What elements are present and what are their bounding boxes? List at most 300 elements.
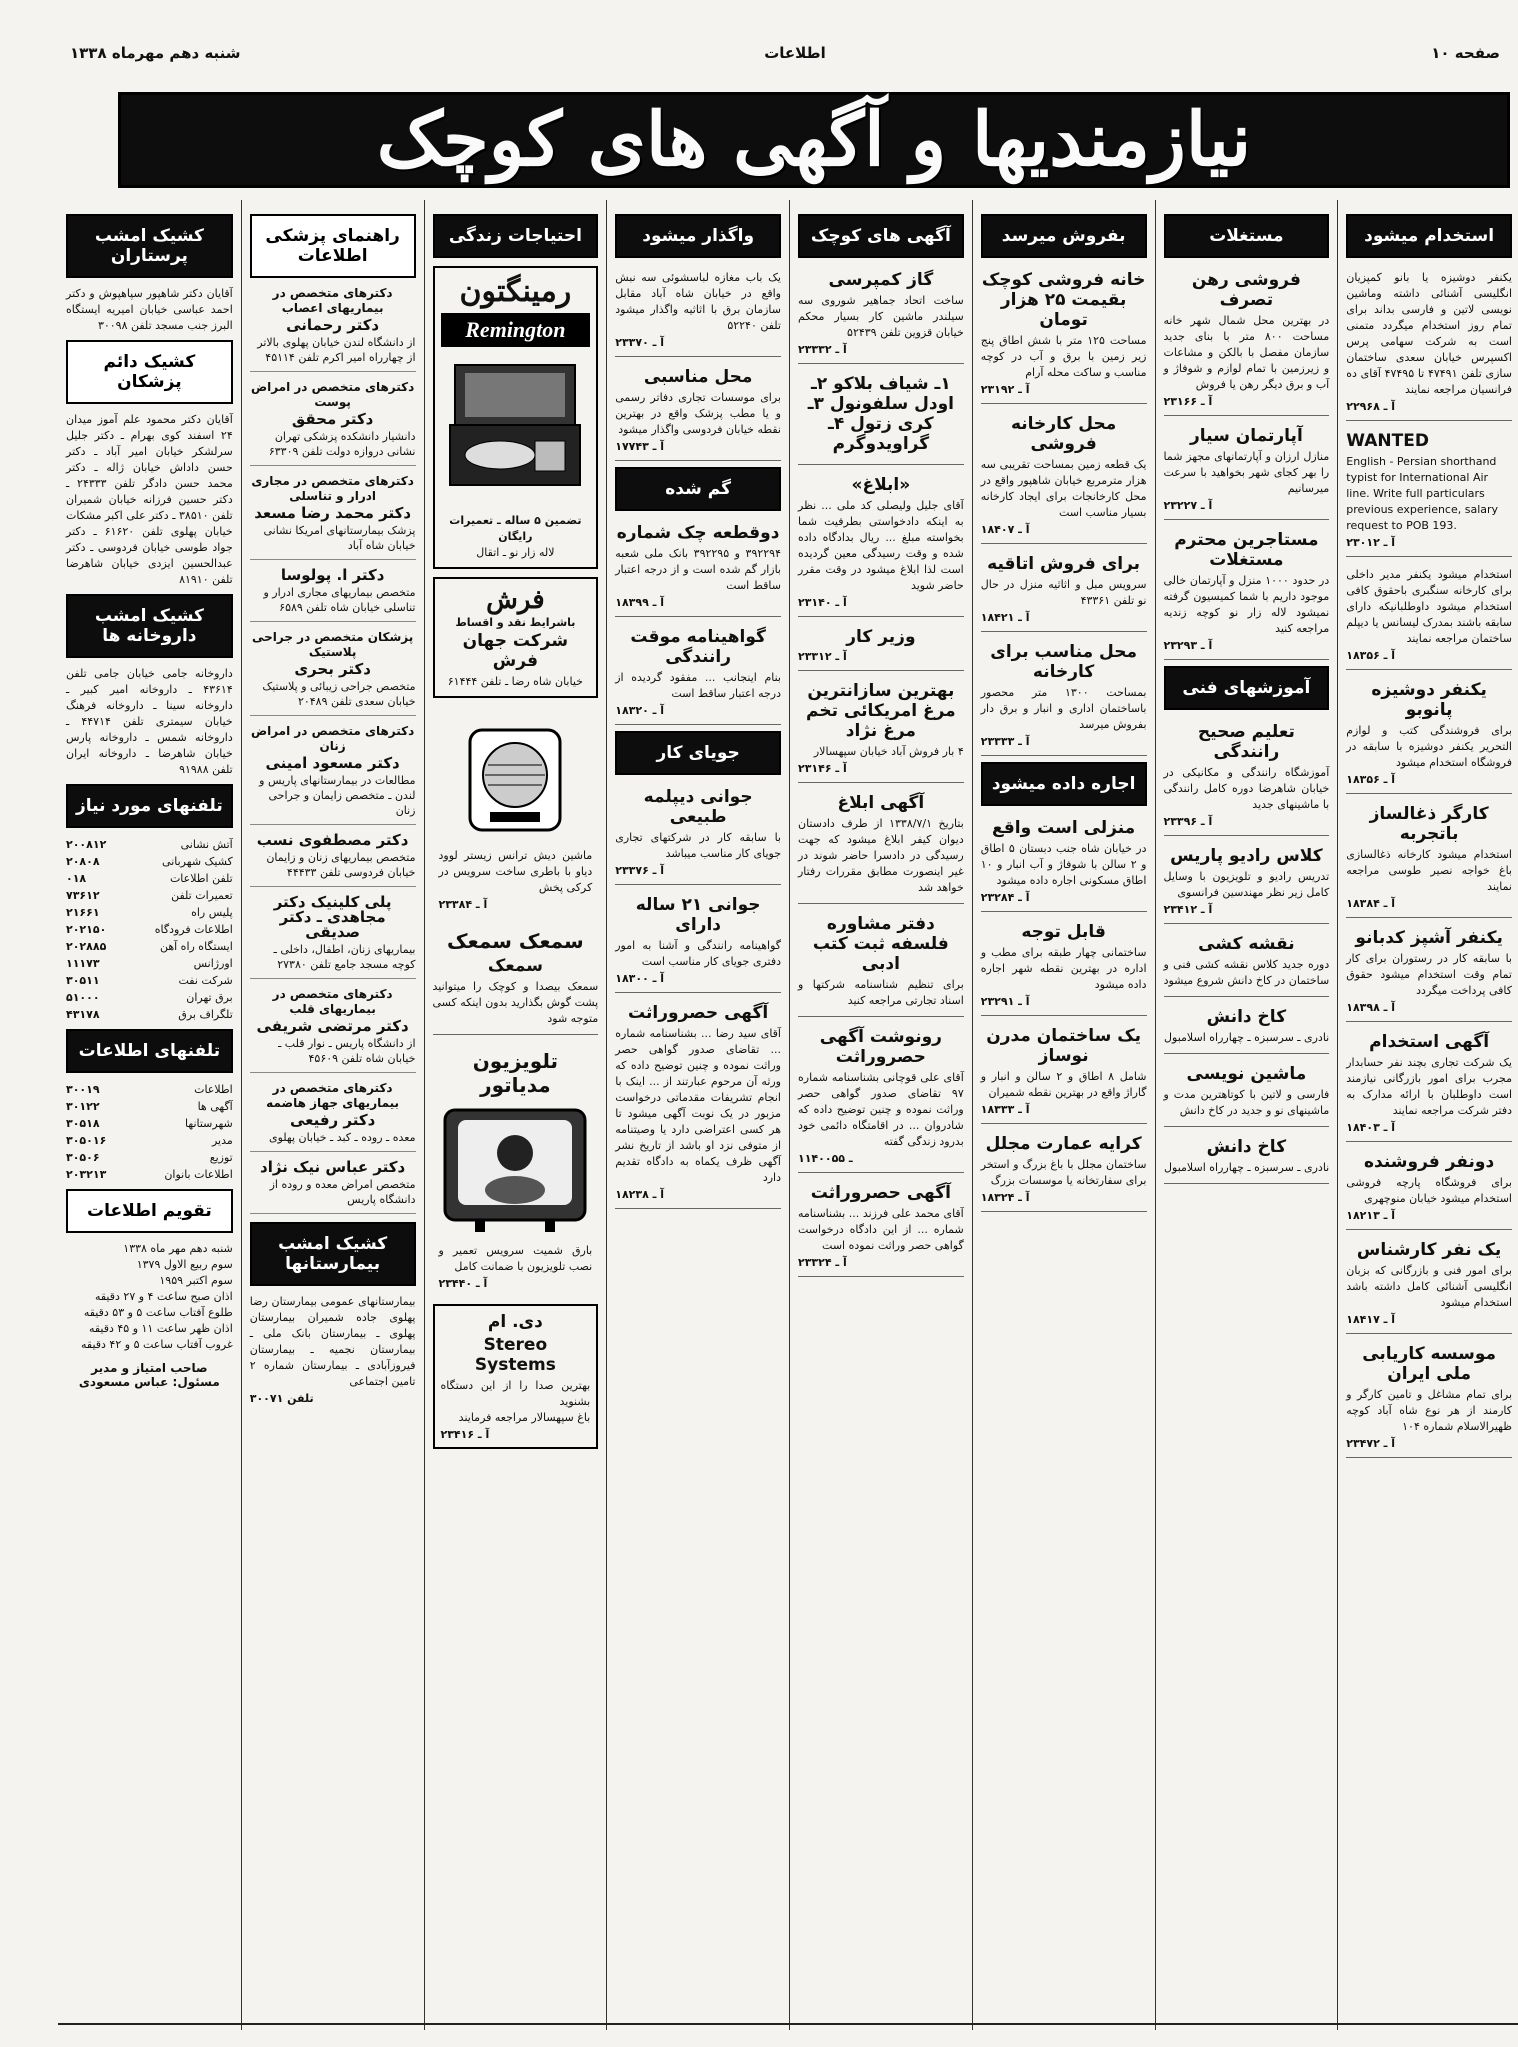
classified-ad <box>615 519 781 617</box>
phone-row <box>66 989 233 1006</box>
ad-reference-number: آ ـ ۲۳۲۸۴ <box>980 891 1030 904</box>
classified-ad <box>1164 526 1330 660</box>
ad-reference-number: آ ـ ۱۸۳۲۰ <box>615 704 665 717</box>
ad-title: یک نفر کارشناس <box>1356 1240 1502 1260</box>
phone-number: ۲۰۲۸۸۵ <box>66 940 107 953</box>
ad-title: محل کارخانه فروشی <box>1010 414 1117 454</box>
classified-ad <box>981 814 1147 912</box>
section-header-medical-guide: راهنمای پزشکی اطلاعات <box>250 214 416 278</box>
ad-title: دونفر فروشنده <box>1364 1152 1495 1172</box>
doctor-listing <box>250 1160 416 1214</box>
ad-title: گاز کمپرسی <box>828 270 934 290</box>
radio-ad <box>433 706 599 917</box>
television-illustration <box>440 1105 590 1235</box>
phone-label: کشیک شهربانی <box>162 855 233 868</box>
classified-ad <box>981 266 1147 404</box>
carpet-address: خیابان شاه رضا ـ تلفن ۶۱۴۴۴ <box>447 675 583 688</box>
ad-title: تعلیم صحیح رانندگی <box>1197 722 1295 762</box>
ad-body: یک باب مغازه لباسشوئی سه نبش واقع در خیابان شاه آباد مقابل سازمان برق با اثاثیه واگذار میشود تلفن ۵۲۲۴۰ <box>615 271 781 332</box>
ad-reference-number: آ ـ ۱۸۲۳۸ <box>615 1188 665 1201</box>
ad-title: ماشین نویسی <box>1186 1064 1307 1084</box>
ad-reference-number: آ ـ ۲۳۲۹۳ <box>1163 639 1213 652</box>
calendar-line: سوم اکتبر ۱۹۵۹ <box>159 1274 233 1287</box>
radio-tel: آ ـ ۲۳۳۸۴ <box>438 898 488 911</box>
doctor-details: متخصص بیماریهای زنان و زایمان خیابان فردوسی تلفن ۴۴۴۳۳ <box>266 851 416 879</box>
page-bottom-rule <box>58 2023 1518 2025</box>
ad-reference-number: آ ـ ۱۸۳۰۰ <box>615 972 665 985</box>
ad-reference-number: آ ـ ۱۸۳۵۶ <box>1346 649 1396 662</box>
classified-ad <box>798 623 964 671</box>
ad-body: سرویس مبل و اثاثیه منزل در حال نو تلفن ۴۳۳۶۱ <box>980 578 1147 607</box>
classified-ad <box>1346 1028 1512 1142</box>
doctor-name: دکتر ا. پولوسا <box>280 566 385 584</box>
ad-title: کلاس رادیو پاریس <box>1170 846 1323 866</box>
ad-body: یک قطعه زمین بمساحت تقریبی سه هزار مترمربع خیابان شاهپور واقع در محل کارخانجات برای ایجاد کارخانه بسیار مناسب است <box>980 458 1147 519</box>
doctor-details: پزشک بیمارستانهای امریکا نشانی خیابان شاه آباد <box>263 524 416 552</box>
classified-ad <box>1164 1003 1330 1054</box>
stereo-brand: دی. ام <box>487 1312 543 1332</box>
phone-label: آگهی ها <box>197 1100 233 1113</box>
ad-title: گواهینامه موقت رانندگی <box>630 627 766 667</box>
section-header-calendar: تقویم اطلاعات <box>66 1189 233 1233</box>
section-header-nurses: کشیک امشب پرستاران <box>66 214 233 278</box>
section-header-training: آموزشهای فنی <box>1164 666 1330 710</box>
ad-body: در حدود ۱۰۰۰ منزل و آپارتمان خالی موجود داریم با شما کمیسیون گرفته نمیشود لاله زار نو کوچه زندیه مراجعه کنید <box>1163 574 1330 635</box>
phone-label: ایستگاه راه آهن <box>159 940 233 953</box>
classified-ad <box>981 638 1147 756</box>
doctor-specialty: دکترهای متخصص در بیماریهای قلب <box>272 987 393 1016</box>
classified-ad <box>1164 422 1330 520</box>
ad-title: آگهی حصروراثت <box>810 1183 951 1203</box>
ad-reference-number: آ ـ ۲۳۳۳۳ <box>980 735 1030 748</box>
tv-title: تلویزیون مدیاتور <box>472 1049 559 1097</box>
ad-title: رونوشت آگهی حصروراثت <box>819 1027 942 1067</box>
doctor-details: دانشیار دانشکده پزشکی تهران نشانی دروازه دولت تلفن ۶۳۳۰۹ <box>268 430 416 458</box>
lost-ads <box>615 519 781 725</box>
hospital-tel: تلفن ۳۰۰۷۱ <box>249 1392 314 1405</box>
ad-reference-number: ۱ـ ۱۴۰۰۵۵ <box>798 1152 853 1165</box>
remington-brand: رمینگتون <box>459 274 572 309</box>
doctor-listing <box>250 833 416 887</box>
section-header-pharmacies: کشیک امشب داروخانه ها <box>66 594 233 658</box>
ad-reference-number: آ ـ ۲۳۳۱۲ <box>798 650 847 663</box>
column-employment <box>1337 200 1518 2030</box>
carpet-terms: باشرایط نقد و اقساط <box>455 616 576 629</box>
ad-title: بهترین سازانترین مرغ امریکائی تخم مرغ نژاد <box>806 681 956 741</box>
ad-reference-number: آ ـ ۲۳۲۲۷ <box>1163 499 1213 512</box>
doctor-name: دکتر مسعود امینی <box>265 754 400 772</box>
ad-body: بتاریخ ۱۳۳۸/۷/۱ از طرف دادستان دیوان کیفر ابلاغ میشود که جهت رسیدگی در دادسرا حاضر شوند در غیر اینصورت مطابق مقررات رفتار خواهد شد <box>798 817 964 894</box>
doctor-specialty: دکترهای متخصص در بیماریهای اعصاب <box>272 286 393 315</box>
ad-title: دوقطعه چک شماره <box>616 523 780 543</box>
classified-ad <box>1346 800 1512 918</box>
ad-body: ۳۹۲۲۹۴ و ۳۹۲۲۹۵ بانک ملی شعبه بازار گم شده است و از درجه اعتبار ساقط است <box>615 547 781 592</box>
ad-title: وزیر کار <box>846 627 916 647</box>
ad-reference-number: آ ـ ۲۳۳۷۶ <box>615 864 665 877</box>
ad-reference-number: آ ـ ۱۸۴۲۱ <box>980 611 1030 624</box>
ad-body: بمساحت ۱۳۰۰ متر محصور باساختمان اداری و انبار و برق دار بفروش میرسد <box>980 686 1147 731</box>
classified-ad <box>615 891 781 993</box>
calendar-line: طلوع آفتاب ساعت ۵ و ۵۳ دقیقه <box>83 1306 233 1319</box>
classified-ad <box>798 1023 964 1173</box>
section-header-doctors: کشیک دائم پزشکان <box>66 340 233 404</box>
ad-body: برای تمام مشاغل و تامین کارگر و کارمند از هر نوع شاه آباد کوچه ظهیرالاسلام شماره ۱۰۴ <box>1346 1388 1512 1433</box>
section-header-for-sale: بفروش میرسد <box>981 214 1147 258</box>
ad-title: محل مناسبی <box>643 367 753 387</box>
doctor-details: از دانشگاه پاریس ـ نوار قلب ـ خیابان شاه تلفن ۴۵۶۰۹ <box>278 1037 416 1065</box>
ad-reference-number: آ ـ ۲۳۱۶۶ <box>1163 395 1213 408</box>
ad-title: WANTED <box>1346 431 1429 451</box>
classifieds-columns <box>58 200 1518 2030</box>
training-ads <box>1164 718 1330 1184</box>
ad-body: استخدام میشود کارخانه ذغالسازی باغ خواجه نصیر طوسی مراجعه نمایند <box>1346 848 1512 893</box>
doctor-specialty: دکترهای متخصص در امراض زنان <box>250 724 415 753</box>
doctor-details: معده ـ روده ـ کبد ـ خیابان پهلوی <box>268 1131 416 1144</box>
phone-row <box>66 1149 233 1166</box>
column-on-call <box>58 200 241 2030</box>
ad-body: آموزشگاه رانندگی و مکانیکی در خیابان شاهرضا دوره کامل رانندگی با ماشینهای جدید <box>1163 766 1330 811</box>
classified-ad <box>1164 1133 1330 1184</box>
doctor-specialty: دکترهای متخصص در امراض پوست <box>250 380 415 409</box>
section-header-life-needs: احتیاجات زندگی <box>433 214 599 258</box>
ad-title: فروشی رهن تصرف <box>1191 270 1301 310</box>
calendar-line: غروب آفتاب ساعت ۵ و ۴۲ دقیقه <box>80 1338 233 1351</box>
doctor-name: دکتر مرتضی شریفی <box>256 1017 409 1035</box>
stereo-body: بهترین صدا را از این دستگاه بشنوید <box>440 1379 591 1408</box>
ad-title: قابل توجه <box>1021 922 1106 942</box>
ad-title: کرایه عمارت مجلل <box>985 1134 1142 1154</box>
ad-body: یک شرکت تجاری بچند نفر حسابدار مجرب برای امور بازرگانی نیازمند است داوطلبان با ارائه مدارک به دفتر شرکت مراجعه نمایند <box>1346 1056 1512 1117</box>
classifieds-banner <box>118 92 1510 188</box>
ad-body: برای فروشگاه پارچه فروشی استخدام میشود خیابان منوچهری <box>1346 1176 1512 1205</box>
carpet-company: شرکت جهان فرش <box>462 631 569 671</box>
column-for-sale <box>972 200 1155 2030</box>
column-small-ads <box>789 200 972 2030</box>
ad-body: یکنفر دوشیزه یا بانو کمپزیان انگلیسی آشنائی داشته وماشین نویسی لاتین و فارسی بداند برای تمام روز استخدام میگردد متمنی است به شرکت سهامی پرس اکسپرس خیابان سعدی ساختمان سازی تلفن ۴۷۴۹۱ تا ۴۷۴۹۵ آقای ده فرانسیان مراجعه نمایند <box>1346 271 1513 396</box>
phone-row <box>66 921 233 938</box>
classified-ad <box>798 789 964 904</box>
publisher-line: صاحب امتیاز و مدیر مسئول: عباس مسعودی <box>78 1361 220 1389</box>
calendar-line: شنبه دهم مهر ماه ۱۳۳۸ <box>123 1242 233 1255</box>
ad-body: برای فروشندگی کتب و لوازم التحریر یکنفر دوشیزه با سابقه در فروشگاه استخدام میشود <box>1346 724 1512 769</box>
phone-number: ۳۰۰۱۹ <box>66 1083 100 1096</box>
classified-ad <box>981 410 1147 544</box>
column-medical-guide <box>241 200 424 2030</box>
ad-body: آقای سید رضا ... بشناسنامه شماره ... تقاضای صدور گواهی حصر وراثت نموده و چنین توضیح داده که ورثه آن مرحوم عبارتند از ... اینک با انجام تشریفات مقدماتی درخواست مزبور در یک نوبت آگهی میشود تا هر کسی اعتراضی دارد یا وصیتنامه از متوفی نزد او باشد از تاریخ نشر آگهی ظرف یکماه به دادگاه تقدیم دارد <box>615 1027 781 1184</box>
classified-ad <box>981 1130 1147 1212</box>
phone-number: ۳۰۵۰۱۶ <box>66 1134 107 1147</box>
classified-ad <box>798 1179 964 1277</box>
phone-label: اورژانس <box>193 957 233 970</box>
doctor-listings <box>250 286 416 1214</box>
ad-title: یکنفر دوشیزه پانوبو <box>1371 680 1487 720</box>
phone-row <box>66 904 233 921</box>
hearing-aid-title: سمعک سمعک <box>447 929 584 953</box>
ad-title: یک ساختمان مدرن نوساز <box>986 1026 1142 1066</box>
classified-ad <box>1164 718 1330 836</box>
pharmacies-body: داروخانه جامی خیابان جامی تلفن ۴۳۶۱۴ ـ داروخانه امیر کبیر ـ داروخانه سینا ـ داروخانه فرهنگ خیابان سیمتری تلفن ۴۴۷۱۴ ـ داروخانه شمس ـ داروخانه پارس خیابان شاهرضا ـ داروخانه ایران تلفن ۹۱۹۸۸ <box>66 667 233 776</box>
ad-title: محل مناسب برای کارخانه <box>990 642 1137 682</box>
carpet-ad <box>433 577 599 698</box>
classified-ad <box>1164 842 1330 924</box>
ad-body: ساختمان مجلل با باغ بزرگ و استخر برای سفارتخانه یا موسسات بزرگ <box>980 1158 1147 1187</box>
ad-title: نقشه کشی <box>1198 934 1295 954</box>
doctor-specialty: پزشکان متخصص در جراحی پلاستیک <box>251 630 414 659</box>
classified-ad <box>1164 930 1330 997</box>
stereo-ad <box>433 1304 599 1449</box>
ad-reference-number: آ ـ ۲۳۱۴۰ <box>798 596 847 609</box>
classified-ad <box>981 1022 1147 1124</box>
ad-body: ساخت اتحاد جماهیر شوروی سه سیلندر ماشین کار بسیار محکم خیابان قزوین تلفن ۵۲۴۳۹ <box>798 294 964 339</box>
section-header-for-rent: اجاره داده میشود <box>981 762 1147 806</box>
classified-ad <box>615 999 781 1209</box>
ad-reference-number: آ ـ ۲۳۳۲۴ <box>798 1256 847 1269</box>
phone-row <box>66 853 233 870</box>
classified-ad <box>1164 266 1330 416</box>
tv-ad <box>433 1043 599 1296</box>
ad-body: نادری ـ سرسبزه ـ چهارراه اسلامبول <box>1164 1161 1330 1174</box>
classified-ad <box>1346 1236 1512 1334</box>
page-number: صفحه ۱۰ <box>1431 44 1500 62</box>
classified-ad <box>1346 1148 1512 1230</box>
phone-label: اطلاعات <box>194 1083 233 1096</box>
ad-body: فارسی و لاتین با کوتاهترین مدت و ماشینهای نو و جدید در کاخ دانش <box>1163 1088 1330 1117</box>
column-transfer <box>606 200 789 2030</box>
ad-title: خانه فروشی کوچک بقیمت ۲۵ هزار تومان <box>981 270 1146 330</box>
section-header-job-seekers: جویای کار <box>615 731 781 775</box>
phone-number: ۳۰۱۲۲ <box>66 1100 100 1113</box>
phone-row <box>66 1081 233 1098</box>
doctor-listing <box>250 286 416 372</box>
ad-title: یکنفر آشپز کدبانو <box>1355 928 1503 948</box>
doctor-specialty: دکترهای متخصص در مجاری ادرار و تناسلی <box>251 474 414 503</box>
ad-reference-number: آ ـ ۱۷۷۴۳ <box>615 440 665 453</box>
ad-reference-number: آ ـ ۱۸۳۵۶ <box>1346 773 1396 786</box>
classified-ad <box>798 471 964 617</box>
column-real-estate <box>1155 200 1338 2030</box>
section-header-transfer: واگذار میشود <box>615 214 781 258</box>
phone-label: پلیس راه <box>191 906 233 919</box>
phone-number: ۵۱۰۰۰ <box>66 991 100 1004</box>
classified-ad <box>615 266 781 357</box>
doctor-name: دکتر محقق <box>291 410 374 428</box>
phone-number: ۳۰۵۱۱ <box>66 974 100 987</box>
phone-label: توزیع <box>209 1151 233 1164</box>
stereo-brand-en: Stereo Systems <box>474 1335 556 1375</box>
classified-ad <box>615 623 781 725</box>
phone-number: ۱۱۱۷۳ <box>66 957 100 970</box>
remington-ad <box>433 266 599 569</box>
ad-body: استخدام میشود یکنفر مدیر داخلی برای کارخانه سنگبری باحقوق کافی استخدام میشود داوطلبانیکه دارای سابقه باشند بمدرک لیسانس یا دیپلم ساختمان مراجعه نمایند <box>1346 568 1512 645</box>
ad-reference-number: آ ـ ۲۳۳۷۰ <box>615 336 665 349</box>
job-seeker-ads <box>615 783 781 1209</box>
phone-number: ۷۳۶۱۲ <box>66 889 100 902</box>
ad-body: مساحت ۱۲۵ متر با شش اطاق پنج زیر زمین با برق و آب در کوچه مناسب و ساکت محله آرام <box>980 334 1147 379</box>
phone-row <box>66 1166 233 1183</box>
ad-body: بنام اینجانب ... مفقود گردیده از درجه اعتبار ساقط است <box>615 671 781 700</box>
remington-caption: تضمین ۵ ساله ـ تعمیرات رایگان <box>449 514 582 543</box>
ad-title: برای فروش اتاقیه <box>987 554 1141 574</box>
ad-body: منازل ارزان و آپارتمانهای مجهز شما را بهر کجای شهر بخواهید با سرعت میرسانیم <box>1163 450 1330 495</box>
doctor-name: دکتر محمد رضا مسعد <box>254 504 412 522</box>
phone-row <box>66 1115 233 1132</box>
hearing-aid-body: سمعک بیصدا و کوچک را میتوانید پشت گوش بگذارید بدون اینکه کسی متوجه شود <box>432 980 599 1025</box>
hearing-aid-ad <box>433 925 599 1035</box>
carpet-title: فرش <box>486 585 545 615</box>
page-topline <box>70 44 1518 68</box>
hearing-aid-sub: سمعک <box>487 956 543 976</box>
ad-reference-number: آ ـ ۱۸۳۲۴ <box>980 1191 1030 1204</box>
doctor-listing <box>250 895 416 979</box>
phone-number: ۳۰۵۰۶ <box>66 1151 100 1164</box>
phone-label: برق تهران <box>186 991 233 1004</box>
doctor-details: بیماریهای زنان، اطفال، داخلی ـ کوچه مسجد جامع تلفن ۲۷۳۸۰ <box>273 943 416 971</box>
ad-title: آگهی حصروراثت <box>628 1003 769 1023</box>
doctor-specialty: دکترهای متخصص در بیماریهای جهاز هاضمه <box>266 1081 400 1110</box>
ad-reference-number: آ ـ ۲۳۱۹۲ <box>980 383 1030 396</box>
transfer-ads <box>615 266 781 461</box>
classified-ad <box>798 266 964 364</box>
ad-title: آگهی استخدام <box>1369 1032 1490 1052</box>
phone-row <box>66 836 233 853</box>
ad-body: در بهترین محل شمال شهر خانه مساحت ۸۰۰ متر با بنای جدید سازمان مفصل با بالکن و مشاعات و زیرزمین با تمام لوازم و شوفاژ و آب و برق دیگر رهن یا فروش <box>1163 314 1330 391</box>
ad-reference-number: آ ـ ۱۸۲۱۳ <box>1346 1209 1396 1222</box>
for-rent-ads <box>981 814 1147 1212</box>
info-phone-list <box>66 1081 233 1183</box>
ad-body: برای تنظیم شناسنامه شرکتها و اسناد تجارتی مراجعه کنید <box>798 978 964 1007</box>
doctor-name: دکتر مصطفوی نسب <box>256 831 409 849</box>
ad-body: با سابقه کار در رستوران برای کار تمام وقت استخدام میشود حقوق کافی پرداخت میگردد <box>1346 952 1512 997</box>
doctor-listing <box>250 380 416 466</box>
classified-ad <box>1346 676 1512 794</box>
calendar-line: اذان ظهر ساعت ۱۱ و ۴۵ دقیقه <box>88 1322 233 1335</box>
classified-ad <box>1346 427 1512 557</box>
doctor-name: دکتر عباس نیک نژاد <box>260 1158 406 1176</box>
tv-tel: آ ـ ۲۳۴۴۰ <box>438 1277 488 1290</box>
phone-label: شهرستانها <box>185 1117 233 1130</box>
phone-row <box>66 1132 233 1149</box>
ad-body: با سابقه کار در شرکتهای تجاری جویای کار مناسب میباشد <box>615 831 781 860</box>
section-header-small-ads: آگهی های کوچک <box>798 214 964 258</box>
useful-phone-list <box>66 836 233 1023</box>
classified-ad <box>1346 1340 1512 1458</box>
ad-body: آقای جلیل ولیصلی کد ملی ... نظر به اینکه دادخواستی بطرفیت شما بخواسته مبلغ ... ریال بدادگاه داده شده و وقت رسیدگی معین گردیده است لذا ابلاغ میشود در وقت مقرر حاضر شوید <box>798 499 964 592</box>
classified-ad <box>981 550 1147 632</box>
doctor-listing <box>250 1081 416 1152</box>
doctor-name: پلی کلینیک دکتر مجاهدی ـ دکتر صدیقی <box>273 893 392 941</box>
ad-body: ساختمانی چهار طبقه برای مطب و اداره در بهترین نقطه شهر اجاره داده میشود <box>980 946 1147 991</box>
doctor-listing <box>250 987 416 1073</box>
ad-title: کاخ دانش <box>1206 1137 1287 1157</box>
ad-title: کارگر ذغالساز باتجربه <box>1369 804 1489 844</box>
small-ads <box>798 266 964 1277</box>
column-life-needs <box>424 200 607 2030</box>
ad-reference-number: آ ـ ۲۲۹۶۸ <box>1346 400 1396 413</box>
doctor-listing <box>250 724 416 825</box>
doctor-details: متخصص بیماریهای مجاری ادرار و تناسلی خیابان شاه تلفن ۶۵۸۹ <box>263 586 416 614</box>
remington-brand-en: Remington <box>441 313 591 347</box>
ad-body: در خیابان شاه جنب دبستان ۵ اطاق و ۲ سالن با شوفاژ و آب انبار و ۱۰ اطاق مسکونی اجاره داده میشود <box>980 842 1147 887</box>
phone-label: تلگراف برق <box>178 1008 233 1021</box>
ad-title: «ابلاغ» <box>851 475 911 495</box>
ad-reference-number: آ ـ ۱۸۳۹۹ <box>615 596 665 609</box>
phone-number: ۰۱۸ <box>66 872 87 885</box>
employment-ads <box>1346 266 1512 1458</box>
section-header-info-phones: تلفنهای اطلاعات <box>66 1029 233 1073</box>
phone-label: اطلاعات فرودگاه <box>154 923 233 936</box>
doctor-name: دکتر بحری <box>294 660 371 678</box>
for-sale-ads <box>981 266 1147 756</box>
remington-address: لاله زار نو ـ اتقال <box>476 546 555 559</box>
ad-body: آقای علی قوچانی بشناسنامه شماره ۹۷ تقاضای صدور گواهی حصر وراثت نموده و چنین توضیح داده که شادروان ... در اقامتگاه دائمی خود بدرود زندگی گفته <box>798 1071 964 1148</box>
ad-reference-number: آ ـ ۲۳۲۹۱ <box>980 995 1030 1008</box>
ad-body: آقای محمد علی فرزند ... بشناسنامه شماره ... از این دادگاه درخواست گواهی حصر وراثت نموده است <box>798 1207 964 1252</box>
newspaper-name: اطلاعات <box>764 44 826 62</box>
section-header-phones: تلفنهای مورد نیاز <box>66 784 233 828</box>
phone-number: ۲۰۳۲۱۳ <box>66 1168 107 1181</box>
ad-reference-number: آ ـ ۱۸۴۱۷ <box>1346 1313 1396 1326</box>
ad-body: برای موسسات تجاری دفاتر رسمی و یا مطب پزشک واقع در بهترین نقطه خیابان فردوسی واگذار میشود <box>615 391 781 436</box>
ad-reference-number: آ ـ ۱۸۴۰۷ <box>980 523 1030 536</box>
real-estate-ads <box>1164 266 1330 660</box>
ad-body: English - Persian shorthand typist for International Air line. Write full particulars previous experience, salary request to POB 193. <box>1346 455 1499 532</box>
phone-number: ۲۰۸۰۸ <box>66 855 100 868</box>
ad-body: گواهینامه رانندگی و آشنا به امور دفتری جویای کار مناسب است <box>615 939 781 968</box>
ad-body: دوره جدید کلاس نقشه کشی فنی و ساختمان در کاخ دانش شروع میشود <box>1163 958 1330 987</box>
ad-reference-number: آ ـ ۱۸۴۰۳ <box>1346 1121 1396 1134</box>
doctor-name: دکتر رفیعی <box>289 1111 376 1129</box>
ad-reference-number: آ ـ ۲۳۱۴۶ <box>798 762 847 775</box>
ad-reference-number: آ ـ ۲۳۳۳۲ <box>798 343 847 356</box>
section-header-lost: گم شده <box>615 467 781 511</box>
ad-reference-number: آ ـ ۱۸۳۸۴ <box>1346 897 1396 910</box>
classified-ad <box>798 910 964 1017</box>
phone-number: ۲۰۲۱۵۰ <box>66 923 107 936</box>
ad-title: آپارتمان سیار <box>1189 426 1303 446</box>
hospital-body: بیمارستانهای عمومی بیمارستان رضا پهلوی جاده شمیران بیمارستان پهلوی ـ بیمارستان بانک ملی ـ بیمارستان نجمیه ـ بیمارستان فیروزآبادی ـ بیمارستان شماره ۲ تامین اجتماعی <box>249 1295 416 1388</box>
calendar-line: سوم ربیع الاول ۱۳۷۹ <box>136 1258 233 1271</box>
calendar-list <box>66 1241 233 1353</box>
ad-title: دفتر مشاوره فلسفه ثبت کتب ادبی <box>812 914 949 974</box>
ad-title: منزلی است واقع <box>992 818 1136 838</box>
phone-label: تعمیرات تلفن <box>171 889 233 902</box>
ad-body: ۴ بار فروش آباد خیابان سپهسالار <box>813 745 964 758</box>
ad-title: جوانی ۲۱ ساله دارای <box>635 895 761 935</box>
ad-title: آگهی ابلاغ <box>837 793 925 813</box>
calendar-line: اذان صبح ساعت ۴ و ۲۷ دقیقه <box>94 1290 233 1303</box>
stereo-tel: آ ـ ۲۳۴۱۶ <box>440 1428 490 1441</box>
stereo-address: باغ سپهسالار مراجعه فرمایند <box>458 1411 591 1424</box>
ad-body: برای امور فنی و بازرگانی که بزبان انگلیسی آشنائی کامل داشته باشد استخدام میشود <box>1346 1264 1512 1309</box>
doctor-listing <box>250 474 416 560</box>
ad-body: نادری ـ سرسبزه ـ چهارراه اسلامبول <box>1164 1031 1330 1044</box>
section-header-real-estate: مستغلات <box>1164 214 1330 258</box>
phone-number: ۴۳۱۷۸ <box>66 1008 100 1021</box>
ad-title: کاخ دانش <box>1206 1007 1287 1027</box>
doctor-details: مطالعات در بیمارستانهای پاریس و لندن ـ متخصص زایمان و جراحی زنان <box>259 774 416 817</box>
phone-label: اطلاعات بانوان <box>164 1168 233 1181</box>
phone-label: تلفن اطلاعات <box>169 872 233 885</box>
shaver-case-illustration <box>440 355 590 505</box>
nurses-body: آقایان دکتر شاهپور سپاهپوش و دکتر احمد عباسی خیابان امیریه ایستگاه البرز جنب مسجد تلفن ۳۰۰۹۸ <box>66 287 233 332</box>
issue-date: شنبه دهم مهرماه ۱۳۳۸ <box>70 44 241 62</box>
ad-reference-number: آ ـ ۲۳۴۱۲ <box>1163 903 1213 916</box>
doctor-details: متخصص جراحی زیبائی و پلاستیک خیابان سعدی تلفن ۲۰۴۸۹ <box>262 680 416 708</box>
ad-reference-number: آ ـ ۱۸۳۹۸ <box>1346 1001 1396 1014</box>
radio-illustration <box>460 720 570 840</box>
phone-label: آتش نشانی <box>180 838 233 851</box>
section-header-employment: استخدام میشود <box>1346 214 1512 258</box>
